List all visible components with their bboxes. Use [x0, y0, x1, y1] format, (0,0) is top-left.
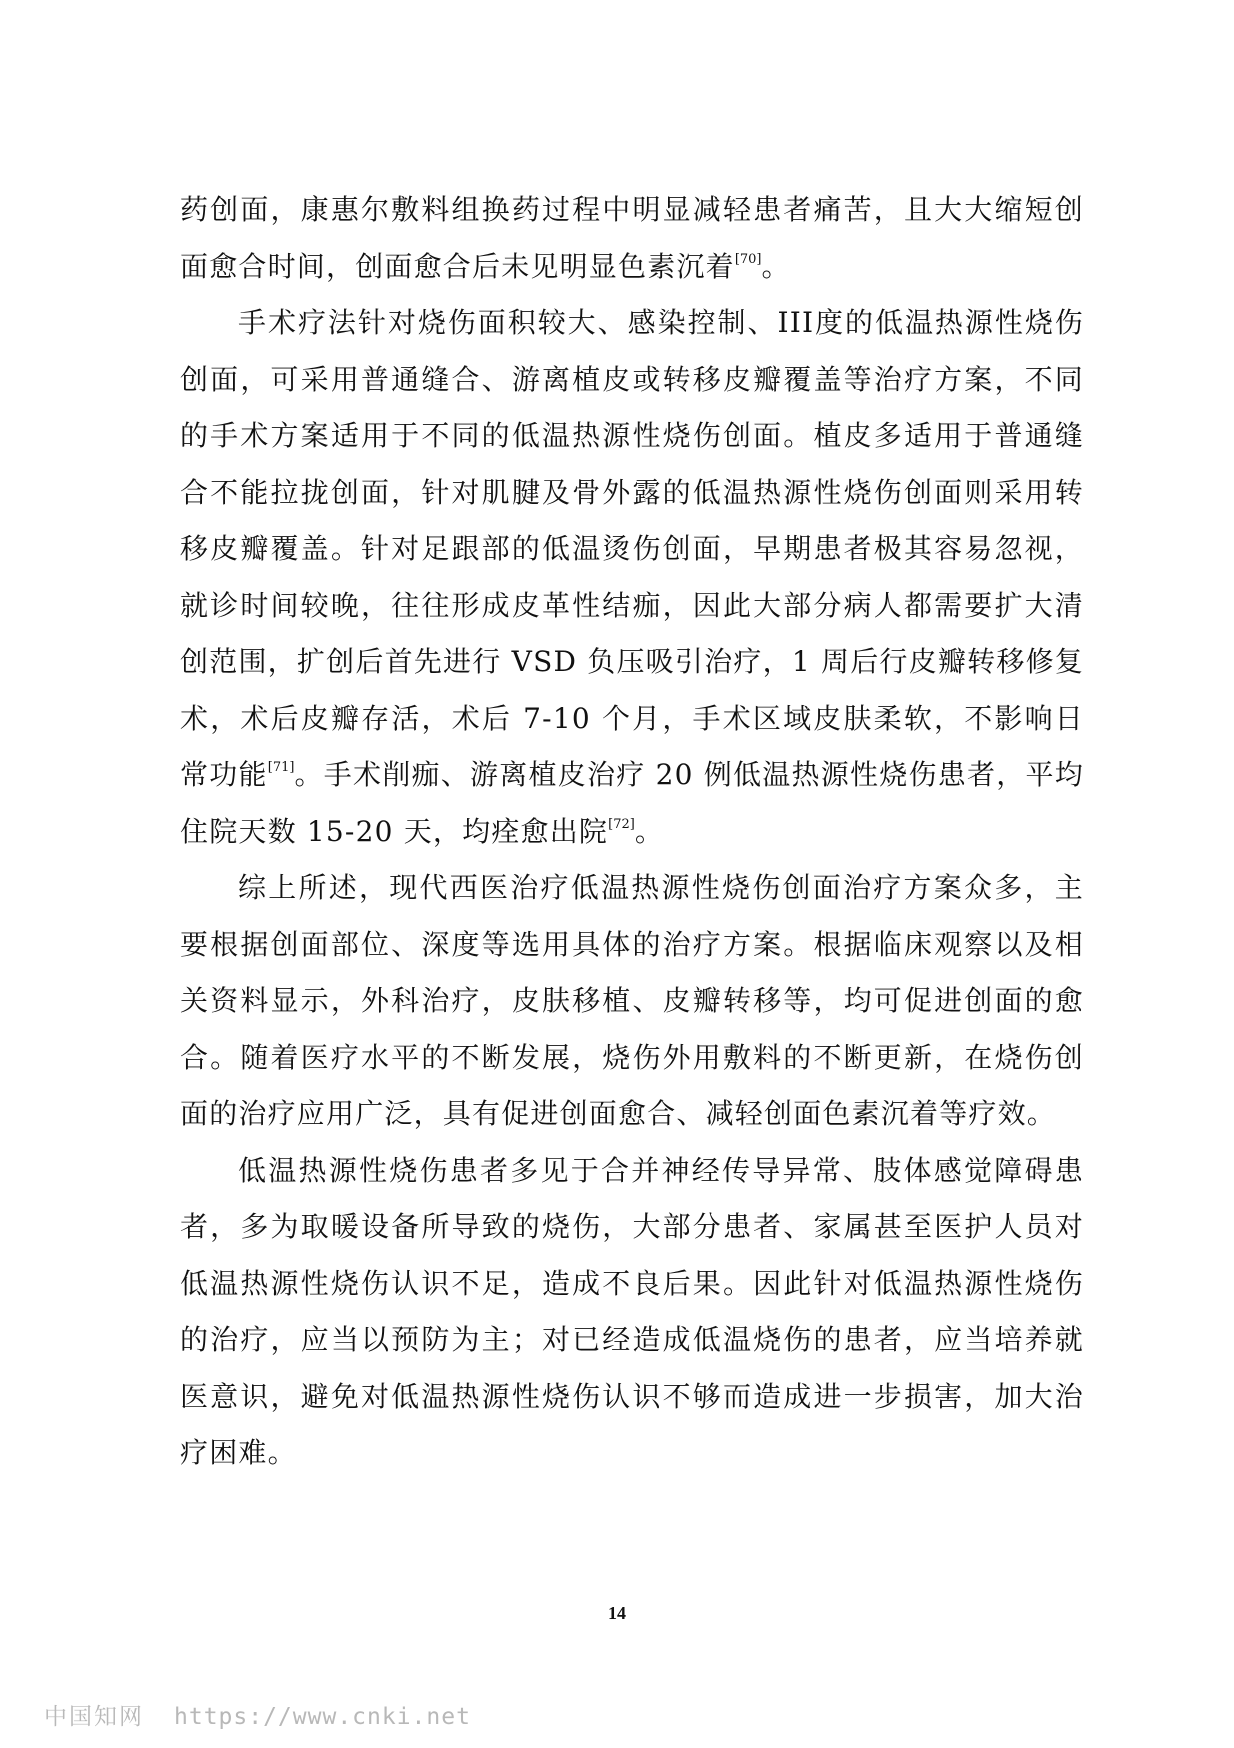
page-number: 14 [608, 1603, 626, 1623]
paragraph [180, 860, 1084, 1143]
paragraph-text: 综上所述，现代西医治疗低温热源性烧伤创面治疗方案众多，主要根据创面部位、深度等选用具体的治疗方案。根据临床观察以及相关资料显示，外科治疗，皮肤移植、皮瓣转移等，均可促进创面的愈合。随着医疗水平的不断发展，烧伤外用敷料的不断更新，在烧伤创面的治疗应用广泛，具有促进创面愈合、减轻创面色素沉着等疗效。 [180, 871, 1084, 1130]
citation-ref: [72] [608, 816, 635, 832]
paragraph-text: 药创面，康惠尔敷料组换药过程中明显减轻患者痛苦，且大大缩短创面愈合时间，创面愈合后未见明显色素沉着 [180, 193, 1084, 283]
paragraph-text: 。 [761, 249, 791, 283]
paragraph-text: 。 [634, 814, 665, 848]
paragraph [180, 182, 1084, 295]
watermark [44, 1698, 471, 1731]
watermark-url: https://www.cnki.net [174, 1704, 471, 1730]
citation-ref: [70] [734, 251, 762, 267]
citation-ref: [71] [267, 760, 295, 775]
paragraph-text: 。手术削痂、游离植皮治疗 20 例低温热源性烧伤患者，平均住院天数 15-20 天，均痊愈出院 [180, 758, 1084, 848]
paragraph-text: 手术疗法针对烧伤面积较大、感染控制、III度的低温热源性烧伤创面，可采用普通缝合、游离植皮或转移皮瓣覆盖等治疗方案，不同的手术方案适用于不同的低温热源性烧伤创面。植皮多适用于普通缝合不能拉拢创面，针对肌腱及骨外露的低温热源性烧伤创面则采用转移皮瓣覆盖。针对足跟部的低温烫伤创面，早期患者极其容易忽视，就诊时间较晚，往往形成皮革性结痂，因此大部分病人都需要扩大清创范围，扩创后首先进行 VSD 负压吸引治疗，1 周后行皮瓣转移修复术，术后皮瓣存活，术后 7-10 个月，手术区域皮肤柔软，不影响日常功能 [180, 306, 1084, 791]
paragraph [180, 295, 1084, 860]
body-text [180, 182, 1084, 1482]
paragraph-text: 低温热源性烧伤患者多见于合并神经传导异常、肢体感觉障碍患者，多为取暖设备所导致的烧伤，大部分患者、家属甚至医护人员对低温热源性烧伤认识不足，造成不良后果。因此针对低温热源性烧伤的治疗，应当以预防为主；对已经造成低温烧伤的患者，应当培养就医意识，避免对低温热源性烧伤认识不够而造成进一步损害，加大治疗困难。 [180, 1153, 1084, 1469]
paragraph [180, 1143, 1084, 1482]
watermark-brand: 中国知网 [44, 1704, 144, 1730]
